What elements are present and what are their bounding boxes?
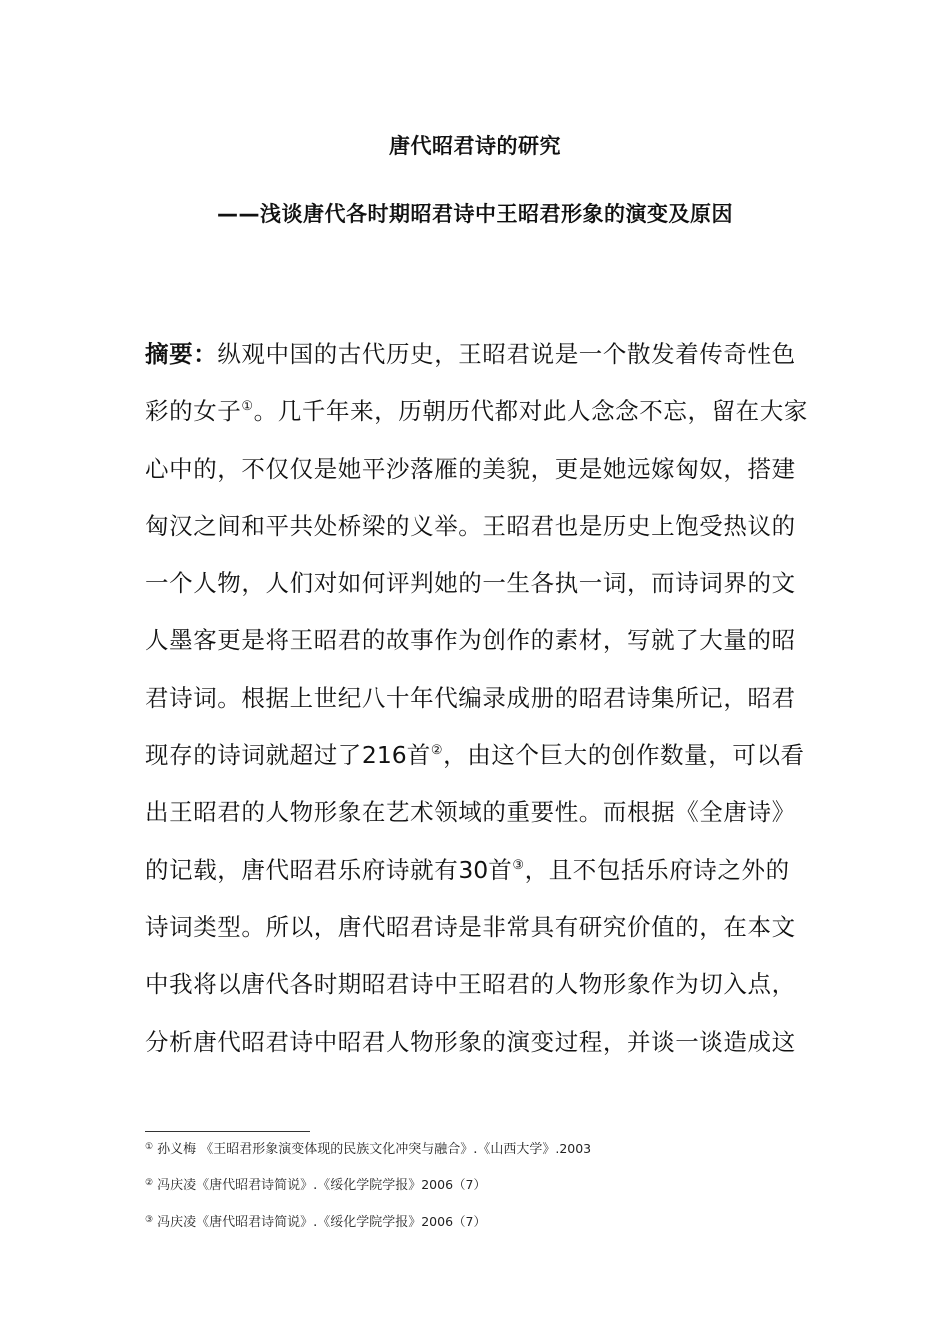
abstract-text: 彩的女子 xyxy=(145,397,242,426)
document-title: 唐代昭君诗的研究 xyxy=(389,134,561,158)
footnote-text: 冯庆凌《唐代昭君诗简说》.《绥化学院学报》 xyxy=(157,1215,422,1230)
abstract-text: ，由这个巨大的创作数量，可以看 xyxy=(443,741,805,770)
footnote-separator xyxy=(145,1131,310,1132)
footnote-mark: ② xyxy=(145,1178,154,1188)
abstract-line: 分析唐代昭君诗中昭君人物形象的演变过程，并谈一谈造成这 xyxy=(145,1027,796,1056)
abstract-text: 。几千年来，历朝历代都对此人念念不忘，留在大家 xyxy=(253,397,808,426)
poem-count: 30 xyxy=(458,855,489,884)
abstract-line: 出王昭君的人物形象在艺术领域的重要性。而根据《全唐诗》 xyxy=(145,798,796,827)
abstract-line: 一个人物，人们对如何评判她的一生各执一词，而诗词界的文 xyxy=(145,569,796,598)
footnote-year: .2003 xyxy=(555,1141,592,1156)
abstract-text: 现存的诗词就超过了 xyxy=(145,741,362,770)
abstract-text: 首 xyxy=(488,855,513,884)
footnote-ref[interactable]: ② xyxy=(430,743,444,759)
abstract-paragraph xyxy=(145,334,810,1079)
abstract-line: 君诗词。根据上世纪八十年代编录成册的昭君诗集所记，昭君 xyxy=(145,683,796,712)
document-subtitle: ——浅谈唐代各时期昭君诗中王昭君形象的演变及原因 xyxy=(217,202,733,226)
poem-count: 216 xyxy=(361,741,407,770)
abstract-line xyxy=(145,850,810,907)
abstract-text: 纵观中国的古代历史，王昭君说是一个散发着传奇性色 xyxy=(217,340,796,368)
footnote-mark: ① xyxy=(145,1142,154,1152)
abstract-text: 的记载，唐代昭君乐府诗就有 xyxy=(145,855,459,884)
abstract-line: 心中的，不仅仅是她平沙落雁的美貌，更是她远嫁匈奴，搭建 xyxy=(145,454,796,483)
abstract-line xyxy=(145,334,810,391)
footnote-item xyxy=(145,1174,486,1193)
abstract-line xyxy=(145,391,810,448)
footnote-ref[interactable]: ① xyxy=(241,399,254,415)
abstract-text: 首 xyxy=(406,741,431,770)
footnote-year: 2006（7） xyxy=(421,1177,486,1192)
footnote-ref[interactable]: ③ xyxy=(512,857,525,873)
footnote-text: 冯庆凌《唐代昭君诗简说》.《绥化学院学报》 xyxy=(157,1178,422,1193)
abstract-text: ，且不包括乐府诗之外的 xyxy=(524,855,790,884)
footnote-item xyxy=(145,1138,591,1157)
footnote-item xyxy=(145,1211,486,1230)
abstract-label: 摘要： xyxy=(145,340,218,368)
footnote-mark: ③ xyxy=(145,1215,154,1225)
footnote-year: 2006（7） xyxy=(421,1214,486,1229)
abstract-line: 诗词类型。所以，唐代昭君诗是非常具有研究价值的，在本文 xyxy=(145,912,796,941)
abstract-line: 人墨客更是将王昭君的故事作为创作的素材，写就了大量的昭 xyxy=(145,626,796,655)
abstract-line xyxy=(145,735,810,792)
footnote-text: 孙义梅 《王昭君形象演变体现的民族文化冲突与融合》.《山西大学》 xyxy=(157,1142,556,1157)
abstract-line: 匈汉之间和平共处桥梁的义举。王昭君也是历史上饱受热议的 xyxy=(145,511,796,540)
abstract-line: 中我将以唐代各时期昭君诗中王昭君的人物形象作为切入点， xyxy=(145,970,796,999)
